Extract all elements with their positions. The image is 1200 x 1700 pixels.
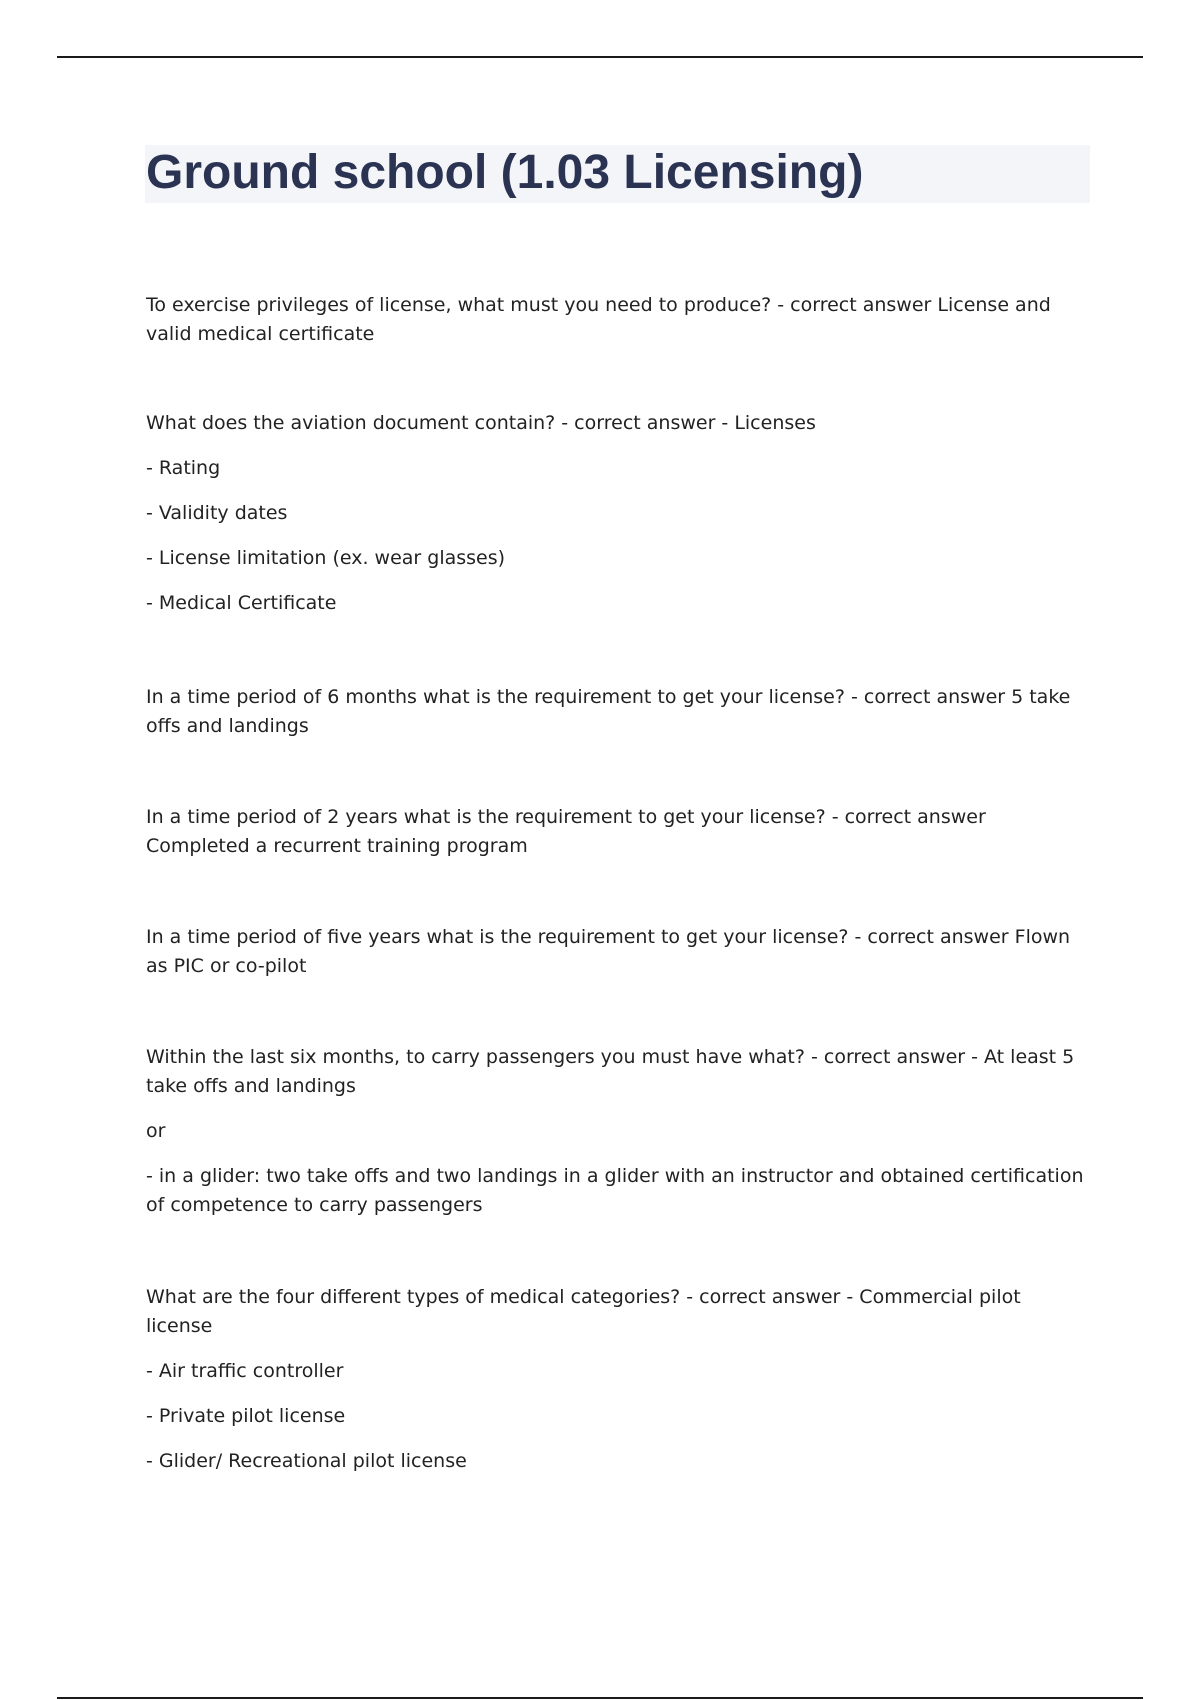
top-rule [57,56,1143,58]
qa-item-5 [146,923,1091,981]
qa-item-7-line-4: - Glider/ Recreational pilot license [146,1450,467,1472]
qa-item-6-line-2: or [146,1120,166,1142]
qa-item-1 [146,291,1091,349]
qa-item-6-line-3: - in a glider: two take offs and two landings in a glider with an instructor and obtained certification of competence to carry passengers [146,1165,1084,1216]
bottom-rule [57,1697,1143,1699]
qa-item-7-line-2: - Air traffic controller [146,1360,344,1382]
qa-item-6 [146,1043,1091,1220]
qa-item-2-line-1: What does the aviation document contain? - correct answer - Licenses [146,412,816,434]
qa-item-3-line-1: In a time period of 6 months what is the requirement to get your license? - correct answer 5 take offs and landings [146,686,1071,737]
qa-item-7 [146,1283,1091,1476]
qa-item-2-line-5: - Medical Certificate [146,592,337,614]
qa-item-5-line-1: In a time period of five years what is the requirement to get your license? - correct answer Flown as PIC or co-pilot [146,926,1071,977]
qa-item-2 [146,409,816,618]
qa-item-2-line-4: - License limitation (ex. wear glasses) [146,547,506,569]
qa-item-4-line-1: In a time period of 2 years what is the requirement to get your license? - correct answer Completed a recurrent training program [146,806,986,857]
qa-item-7-line-3: - Private pilot license [146,1405,346,1427]
qa-item-2-line-2: - Rating [146,457,221,479]
qa-item-3 [146,683,1091,741]
qa-item-7-line-1: What are the four different types of medical categories? - correct answer - Commercial pilot license [146,1286,1021,1337]
page-title: Ground school (1.03 Licensing) [146,146,864,199]
qa-item-2-line-3: - Validity dates [146,502,288,524]
qa-item-6-line-1: Within the last six months, to carry passengers you must have what? - correct answer - At least 5 take offs and landings [146,1046,1075,1097]
qa-item-4 [146,803,1091,861]
qa-item-1-line-1: To exercise privileges of license, what must you need to produce? - correct answer License and valid medical certificate [146,294,1051,345]
